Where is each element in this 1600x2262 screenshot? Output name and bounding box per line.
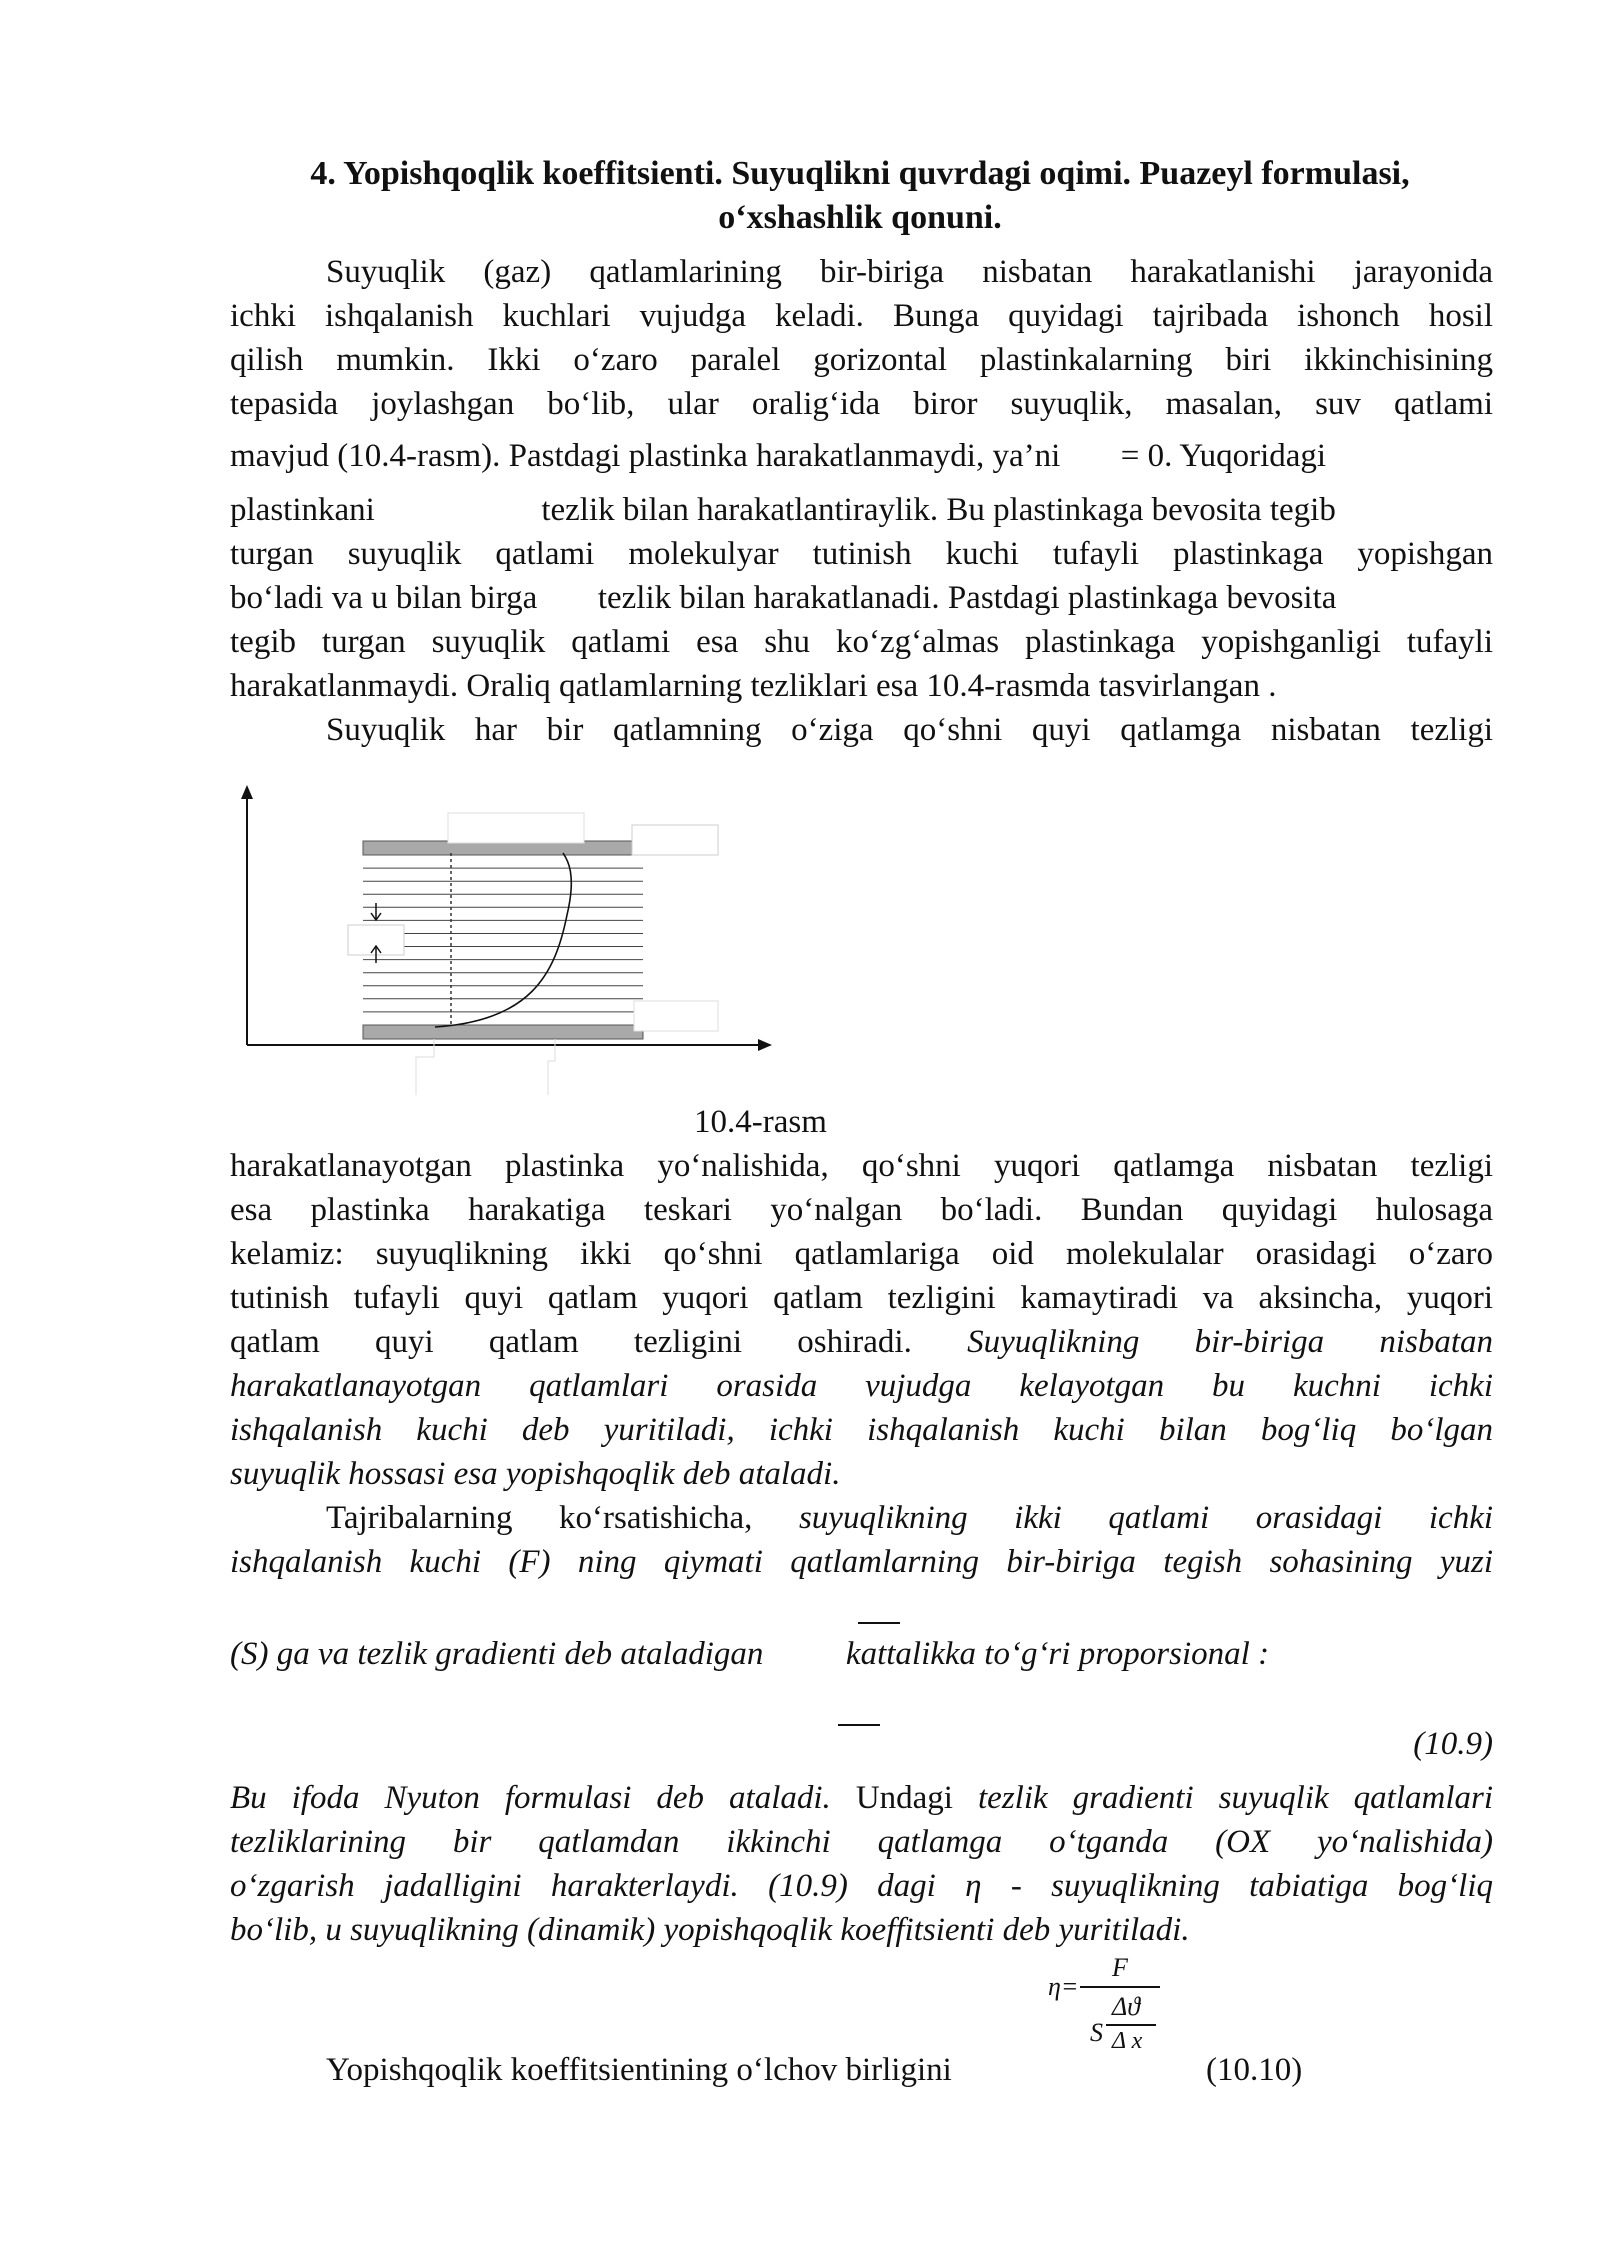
paragraph-1-line-2: ichki ishqalanish kuchlari vujudga keladi. Bunga quyidagi tajribada ishonch hosil <box>230 298 1493 334</box>
paragraph-2-line-3: kelamiz: suyuqlikning ikki qo‘shni qatlamlariga oid molekulalar orasidagi o‘zaro <box>230 1236 1493 1272</box>
paragraph-4-line-4: bo‘lib, u suyuqlikning (dinamik) yopishqoqlik koeffitsienti deb yuritiladi. <box>230 1912 1190 1948</box>
paragraph-1-line-8 <box>230 576 1493 620</box>
paragraph-4-line-1-italic-a: Bu ifoda Nyuton formulasi deb ataladi. <box>230 1780 831 1816</box>
paragraph-3-line-1 <box>230 1496 1493 1540</box>
paragraph-1-line-6-start: plastinkani <box>230 492 375 528</box>
paragraph-4-line-1-normal: Undagi <box>855 1780 953 1816</box>
paragraph-2-line-6: harakatlanayotgan qatlamlari orasida vujudga kelayotgan bu kuchni ichki <box>230 1368 1493 1404</box>
paragraph-4-line-2: tezliklarining bir qatlamdan ikkinchi qatlamga o‘tganda (OX yo‘nalishida) <box>230 1824 1493 1860</box>
formula-main-fraction-bar <box>1080 1986 1160 1988</box>
paragraph-1-line-8-start: bo‘ladi va u bilan birga <box>230 580 538 616</box>
formula-inner-fraction-bar <box>1106 2024 1156 2026</box>
paragraph-4-line-1 <box>230 1776 1493 1820</box>
formula-denominator-s: S <box>1090 2018 1103 2047</box>
figure-caption: 10.4-rasm <box>694 1104 827 1140</box>
paragraph-1-line-5-end: = 0. Yuqoridagi <box>1120 438 1327 474</box>
bottom-plate <box>363 1025 643 1039</box>
leader-mark-right <box>548 1039 555 1095</box>
paragraph-1-line-3: qilish mumkin. Ikki o‘zaro paralel gorizontal plastinkalarning biri ikkinchisining <box>230 342 1493 378</box>
paragraph-2-line-5 <box>230 1320 1493 1364</box>
velocity-profile-curve <box>435 853 571 1027</box>
label-box-bottom-right <box>634 1001 718 1031</box>
paragraph-3-line-3-start: (S) ga va tezlik gradienti deb ataladigan <box>230 1636 764 1672</box>
paragraph-2-line-2: esa plastinka harakatiga teskari yo‘nalgan bo‘ladi. Bundan quyidagi hulosaga <box>230 1192 1493 1228</box>
paragraph-1-line-5-start: mavjud (10.4-rasm). Pastdagi plastinka harakatlanmaydi, ya’ni <box>230 438 1061 474</box>
paragraph-3-line-2: ishqalanish kuchi (F) ning qiymati qatlamlarning bir-biriga tegish sohasining yuzi <box>230 1544 1493 1580</box>
paragraph-2-line-8: suyuqlik hossasi esa yopishqoqlik deb ataladi. <box>230 1456 841 1492</box>
label-box-top-velocity <box>448 813 584 843</box>
equation-number-10-10: (10.10) <box>1206 2052 1303 2088</box>
paragraph-4-line-3: o‘zgarish jadalligini harakterlaydi. (10.9) dagi η - suyuqlikning tabiatiga bog‘liq <box>230 1868 1493 1904</box>
y-axis-arrow-icon <box>241 785 253 799</box>
formula-delta-theta: Δϑ <box>1112 1992 1141 2021</box>
paragraph-1-line-6-end: tezlik bilan harakatlantiraylik. Bu plastinkaga bevosita tegib <box>541 492 1336 528</box>
equation-number-10-9: (10.9) <box>1413 1726 1493 1762</box>
paragraph-2-line-7: ishqalanish kuchi deb yuritiladi, ichki ishqalanish kuchi bilan bog‘liq bo‘lgan <box>230 1412 1493 1448</box>
section-title <box>230 152 1490 240</box>
leader-mark-left <box>416 1039 434 1095</box>
paragraph-3-line-3 <box>230 1632 1493 1676</box>
label-box-top-right <box>632 825 718 855</box>
paragraph-2-line-5-start: qatlam quyi qatlam tezligini oshiradi. <box>230 1324 912 1360</box>
title-line-1: 4. Yopishqoqlik koeffitsienti. Suyuqlikni quvrdagi oqimi. Puazeyl formulasi, <box>310 155 1410 192</box>
formula-numerator: F <box>1112 1953 1128 1982</box>
paragraph-1-line-4: tepasida joylashgan bo‘lib, ular oralig‘ida biror suyuqlik, masalan, suv qatlami <box>230 386 1493 422</box>
paragraph-1-line-11: Suyuqlik har bir qatlamning o‘ziga qo‘shni quyi qatlamga nisbatan tezligi <box>326 712 1493 748</box>
paragraph-1-line-9: tegib turgan suyuqlik qatlami esa shu ko‘zg‘almas plastinkaga yopishganligi tufayli <box>230 624 1493 660</box>
gradient-fraction-bar-bottom <box>838 1724 880 1726</box>
paragraph-5-line-1: Yopishqoqlik koeffitsientining o‘lchov birligini <box>326 2052 952 2088</box>
formula-delta-x: Δ x <box>1112 2028 1143 2054</box>
fluid-layers <box>363 868 643 1012</box>
paragraph-3-line-3-end: kattalikka to‘g‘ri proporsional : <box>845 1636 1270 1672</box>
velocity-profile-figure <box>230 775 790 1105</box>
paragraph-1-line-1: Suyuqlik (gaz) qatlamlarining bir-biriga nisbatan harakatlanishi jarayonida <box>326 254 1493 290</box>
formula-eta-lhs: η= <box>1048 1972 1079 2001</box>
paragraph-2-line-4: tutinish tufayli quyi qatlam yuqori qatlam tezligini kamaytiradi va aksincha, yuqori <box>230 1280 1493 1316</box>
title-line-2: o‘xshashlik qonuni. <box>718 199 1002 236</box>
x-axis-arrow-icon <box>758 1039 772 1051</box>
paragraph-1-line-10: harakatlanmaydi. Oraliq qatlamlarning tezliklari esa 10.4-rasmda tasvirlangan . <box>230 668 1277 704</box>
paragraph-1-line-6 <box>230 488 1493 532</box>
paragraph-2-line-5-italic: Suyuqlikning bir-biriga nisbatan <box>967 1324 1493 1360</box>
paragraph-1-line-7: turgan suyuqlik qatlami molekulyar tutinish kuchi tufayli plastinkaga yopishgan <box>230 536 1493 572</box>
paragraph-2-line-1: harakatlanayotgan plastinka yo‘nalishida, qo‘shni yuqori qatlamga nisbatan tezligi <box>230 1148 1493 1184</box>
gradient-fraction-bar-top <box>858 1622 900 1624</box>
paragraph-4-line-1-italic-b: tezlik gradienti suyuqlik qatlamlari <box>978 1780 1493 1816</box>
paragraph-3-line-1-start: Tajribalarning ko‘rsatishicha, <box>326 1500 753 1536</box>
paragraph-3-line-1-italic: suyuqlikning ikki qatlami orasidagi ichki <box>798 1500 1494 1536</box>
paragraph-1-line-8-end: tezlik bilan harakatlanadi. Pastdagi plastinkaga bevosita <box>597 580 1337 616</box>
paragraph-1-line-5 <box>230 434 1493 478</box>
